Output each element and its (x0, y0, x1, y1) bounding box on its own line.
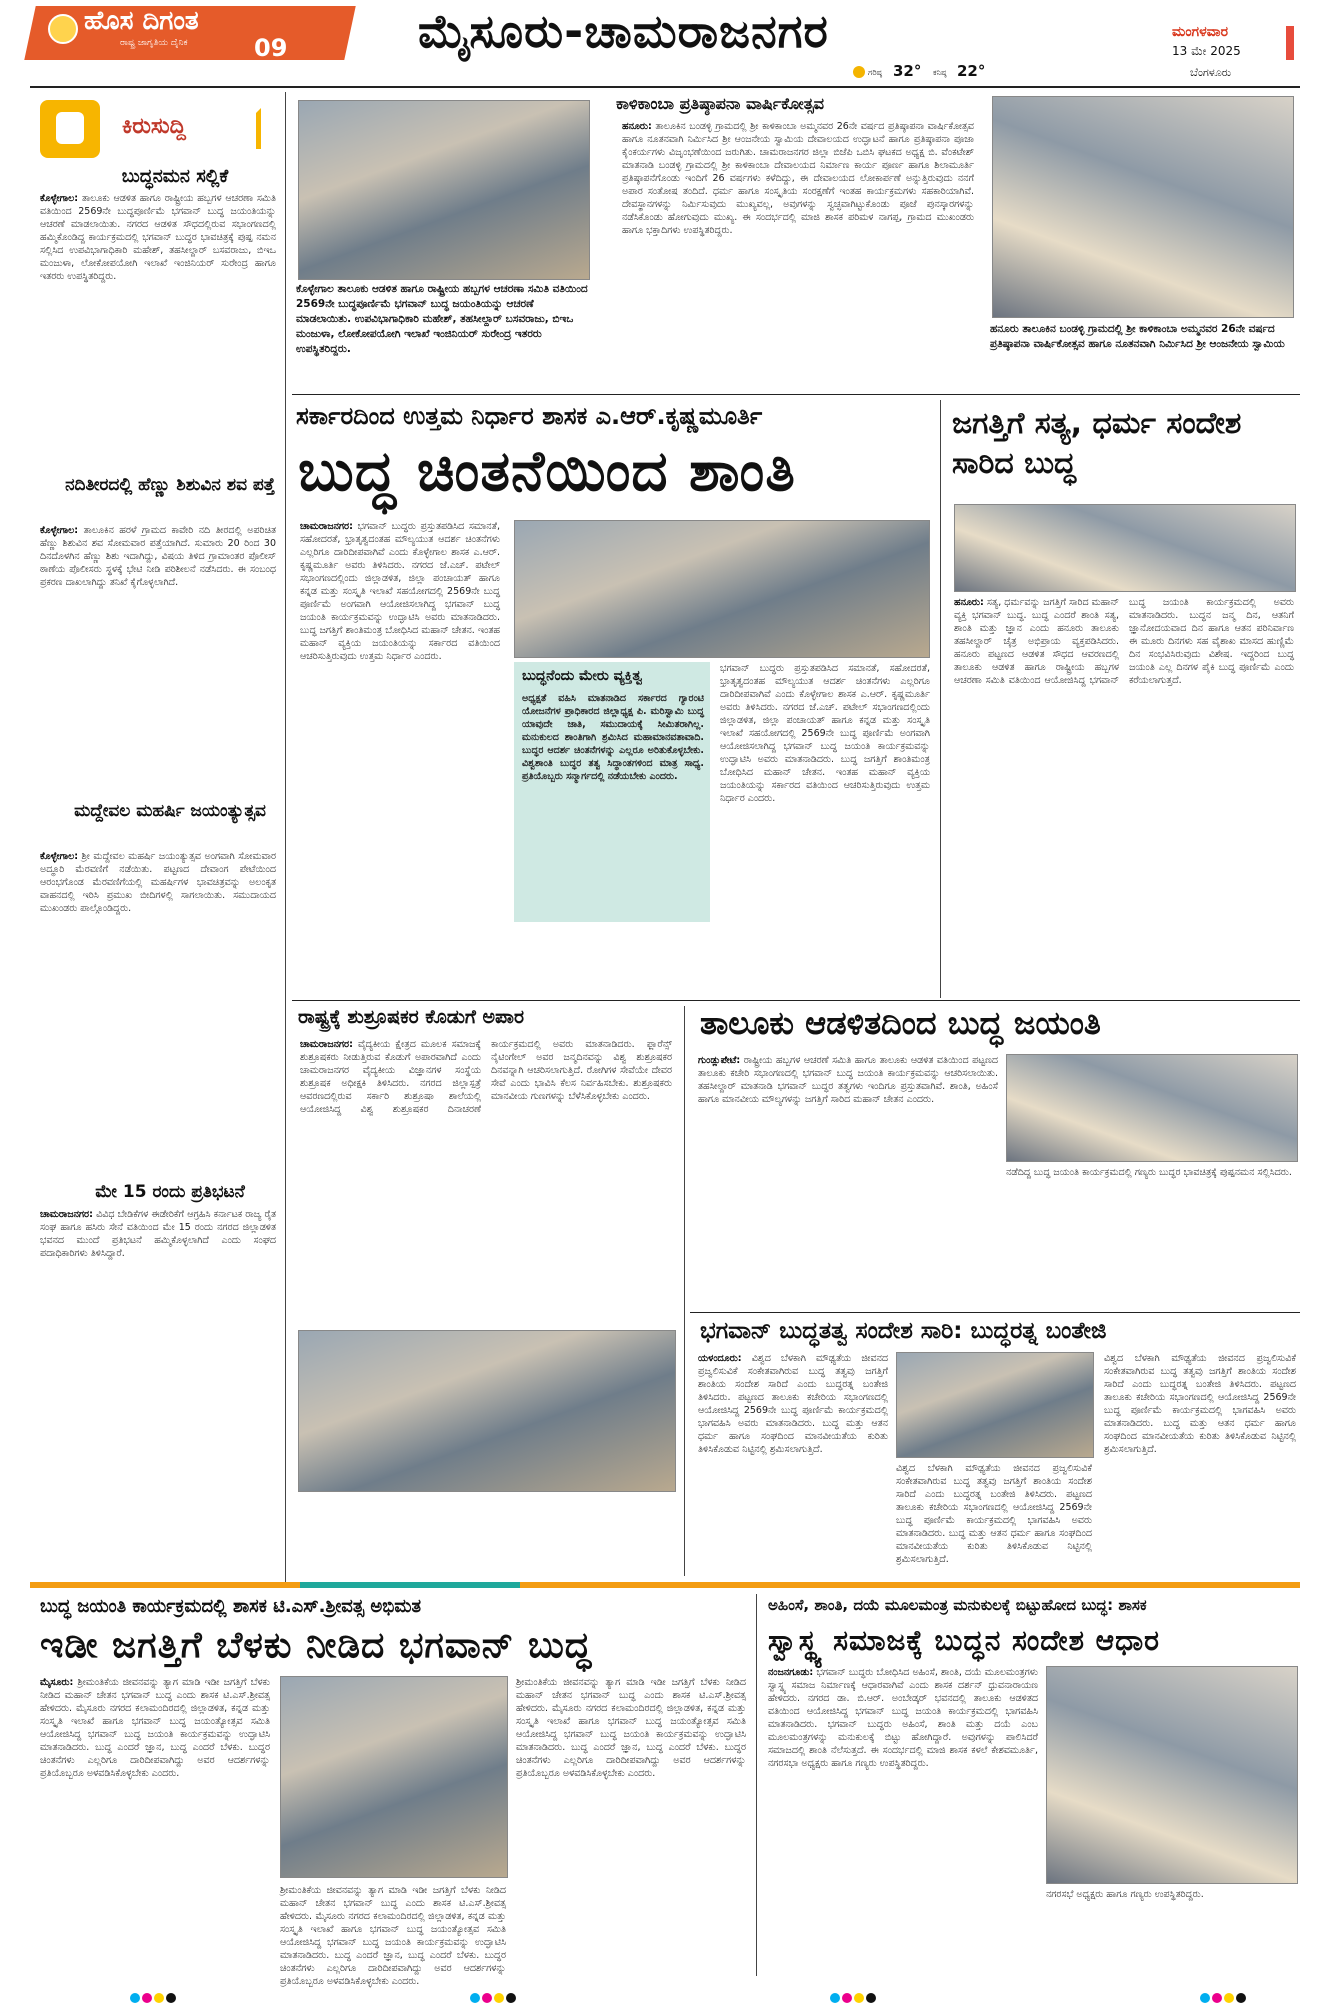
section-label: ಕಿರುಸುದ್ದಿ (122, 114, 186, 139)
yelandur-story-col2 (896, 1462, 1092, 1574)
kiru-body-2: ತಾಲೂಕಿನ ಹರಳೆ ಗ್ರಾಮದ ಕಾವೇರಿ ನದಿ ತೀರದಲ್ಲಿ ಅಪರಿಚಿತ ಹೆಣ್ಣು ಶಿಶುವಿನ ಶವ ಸೋಮವಾರ ಪತ್ತೆಯಾಗಿದೆ. ಸುಮಾರು 20 ರಿಂದ 30 ದಿನದೊಳಗಿನ ಹೆಣ್ಣು ಶಿಶು ಇದಾಗಿದ್ದು, ವಿಷಯ ತಿಳಿದ ಗ್ರಾಮಾಂತರ ಪೊಲೀಸ್ ಠಾಣೆಯ ಪೊಲೀಸರು ಸ್ಥಳಕ್ಕೆ ಭೇಟಿ ನೀಡಿ ಪರಿಶೀಲನೆ ನಡೆಸಿದರು. ಈ ಸಂಬಂಧ ಪ್ರಕರಣ ದಾಖಲಾಗಿದ್ದು ತನಿಖೆ ಕೈಗೊಳ್ಳಲಾಗಿದೆ. (40, 525, 276, 588)
yelandur-headline: ಭಗವಾನ್ ಬುದ್ಧತತ್ವ ಸಂದೇಶ ಸಾರಿ: ಬುದ್ಧರತ್ನ ಬಂತೇಜಿ (700, 1318, 1107, 1344)
nanjangud-event-photo (1046, 1666, 1298, 1884)
nursing-dateline: ಚಾಮರಾಜನಗರ: (300, 1039, 353, 1050)
kalikamba-headline: ಕಾಳಿಕಾಂಬಾ ಪ್ರತಿಷ್ಠಾಪನಾ ವಾರ್ಷಿಕೋತ್ಸವ (616, 94, 825, 113)
kiru-body-3: ಶ್ರೀ ಮದ್ದೇವಲ ಮಹರ್ಷಿ ಜಯಂತ್ಯುತ್ಸವ ಅಂಗವಾಗಿ ಸೋಮವಾರ ಅದ್ಧೂರಿ ಮೆರವಣಿಗೆ ನಡೆಯಿತು. ಪಟ್ಟಣದ ದೇವಾಂಗ ಪೇಟೆಯಿಂದ ಆರಂಭಗೊಂಡ ಮೆರವಣಿಗೆಯಲ್ಲಿ ಮಹರ್ಷಿಗಳ ಭಾವಚಿತ್ರವನ್ನು ಅಲಂಕೃತ ವಾಹನದಲ್ಲಿ ಇರಿಸಿ ಪ್ರಮುಖ ಬೀದಿಗಳಲ್ಲಿ ಸಾಗಲಾಯಿತು. ಸಮುದಾಯದ ಮುಖಂಡರು ಪಾಲ್ಗೊಂಡಿದ್ದರು. (40, 851, 276, 914)
yelandur-dateline: ಯಳಂದೂರು: (698, 1353, 742, 1364)
yelandur-story-col3 (1104, 1352, 1296, 1574)
kiru-story-1 (40, 192, 276, 464)
masthead-day: ಮಂಗಳವಾರ (1172, 24, 1229, 40)
kiru-dateline-1: ಕೊಳ್ಳೇಗಾಲ: (40, 193, 79, 204)
lead-headline: ಬುದ್ಧ ಚಿಂತನೆಯಿಂದ ಶಾಂತಿ (298, 438, 796, 504)
nursing-story (300, 1038, 672, 1322)
lead-body: ಭಗವಾನ್ ಬುದ್ಧರು ಪ್ರಸ್ತುತಪಡಿಸಿದ ಸಮಾನತೆ, ಸಹೋದರತೆ, ಭ್ರಾತೃತ್ವದಂತಹ ಮೌಲ್ಯಯುತ ಆದರ್ಶ ಚಿಂತನೆಗಳು ಎಲ್ಲರಿಗೂ ದಾರಿದೀಪವಾಗಿವೆ ಎಂದು ಕೊಳ್ಳೇಗಾಲ ಶಾಸಕ ಎ.ಆರ್. ಕೃಷ್ಣಮೂರ್ತಿ ಅವರು ತಿಳಿಸಿದರು. ನಗರದ ಜೆ.ಎಚ್. ಪಟೇಲ್ ಸಭಾಂಗಣದಲ್ಲಿಂದು ಜಿಲ್ಲಾಡಳಿತ, ಜಿಲ್ಲಾ ಪಂಚಾಯತ್ ಹಾಗೂ ಕನ್ನಡ ಮತ್ತು ಸಂಸ್ಕೃತಿ ಇಲಾಖೆ ಸಹಯೋಗದಲ್ಲಿ 2569ನೇ ಬುದ್ಧ ಪೂರ್ಣಿಮೆ ಅಂಗವಾಗಿ ಆಯೋಜಿಸಲಾಗಿದ್ದ ಭಗವಾನ್ ಬುದ್ಧ ಜಯಂತಿ ಕಾರ್ಯಕ್ರಮವನ್ನು ಉದ್ಘಾಟಿಸಿ ಅವರು ಮಾತನಾಡಿದರು. ಬುದ್ಧ ಜಗತ್ತಿಗೆ ಶಾಂತಿಮಂತ್ರ ಬೋಧಿಸಿದ ಮಹಾನ್ ಚೇತನ. ಇಂತಹ ಮಹಾನ್ ವ್ಯಕ್ತಿಯ ಜಯಂತಿಯನ್ನು ಸರ್ಕಾರದ ವತಿಯಿಂದ ಆಚರಿಸುತ್ತಿರುವುದು ಉತ್ತಮ ನಿರ್ಧಾರ ಎಂದರು. (300, 521, 500, 662)
date-accent-bar (1286, 26, 1294, 60)
brand-logo-icon (48, 14, 78, 44)
masthead (0, 0, 1339, 80)
kiru-story-2 (40, 524, 276, 786)
kiru-body-4: ವಿವಿಧ ಬೇಡಿಕೆಗಳ ಈಡೇರಿಕೆಗೆ ಆಗ್ರಹಿಸಿ ಕರ್ನಾಟಕ ರಾಜ್ಯ ರೈತ ಸಂಘ ಹಾಗೂ ಹಸಿರು ಸೇನೆ ವತಿಯಿಂದ ಮೇ 15 ರಂದು ನಗರದ ಜಿಲ್ಲಾಡಳಿತ ಭವನದ ಮುಂದೆ ಪ್ರತಿಭಟನೆ ಹಮ್ಮಿಕೊಳ್ಳಲಾಗಿದೆ ಎಂದು ಸಂಘದ ಪದಾಧಿಕಾರಿಗಳು ತಿಳಿಸಿದ್ದಾರೆ. (40, 1209, 276, 1259)
kiru-headline-2: ನದಿತೀರದಲ್ಲಿ ಹೆಣ್ಣು ಶಿಶುವಿನ ಶವ ಪತ್ತೆ (65, 475, 275, 495)
brand-tagline: ರಾಷ್ಟ್ರ ಜಾಗೃತಿಯ ದೈನಿಕ (120, 38, 188, 48)
gundlupet-headline: ತಾಲೂಕು ಆಡಳಿತದಿಂದ ಬುದ್ಧ ಜಯಂತಿ (700, 1004, 1101, 1042)
yelandur-body-3: ವಿಶ್ವದ ಬೆಳಕಾಗಿ ಮೌಢ್ಯತೆಯ ಜೀವನದ ಪ್ರಜ್ವಲಿಸುವಿಕೆ ಸಂಕೇತವಾಗಿರುವ ಬುದ್ಧ ತತ್ವವು ಜಗತ್ತಿಗೆ ಶಾಂತಿಯ ಸಂದೇಶ ಸಾರಿದೆ ಎಂದು ಬುದ್ಧರತ್ನ ಬಂತೇಜಿ ತಿಳಿಸಿದರು. ಪಟ್ಟಣದ ತಾಲೂಕು ಕಚೇರಿಯ ಸಭಾಂಗಣದಲ್ಲಿ ಆಯೋಜಿಸಿದ್ದ 2569ನೇ ಬುದ್ಧ ಪೂರ್ಣಿಮೆ ಕಾರ್ಯಕ್ರಮದಲ್ಲಿ ಭಾಗವಹಿಸಿ ಅವರು ಮಾತನಾಡಿದರು. ಬುದ್ಧ ಮತ್ತು ಆತನ ಧರ್ಮ ಹಾಗೂ ಸಂಘದಿಂದ ಮಾನವೀಯತೆಯ ಕುರಿತು ತಿಳಿಸಿಕೊಡುವ ನಿಟ್ಟಿನಲ್ಲಿ ಶ್ರಮಿಸಲಾಗುತ್ತಿದೆ. (1104, 1353, 1296, 1455)
yelandur-story (698, 1352, 888, 1574)
bottom-accent-teal (300, 1582, 520, 1588)
bandalli-temple-photo (992, 96, 1294, 318)
left-column-divider (285, 92, 286, 1582)
yelandur-rule (690, 1312, 1300, 1313)
kiru-headline-1: ಬುದ್ಧನಮನ ಸಲ್ಲಿಕೆ (121, 166, 229, 187)
kalikamba-dateline: ಹನೂರು: (622, 121, 652, 132)
weather-min-label: ಕನಿಷ್ಠ (933, 68, 947, 77)
mysuru-event-photo (280, 1676, 508, 1878)
kalikamba-body: ತಾಲೂಕಿನ ಬಂಡಳ್ಳಿ ಗ್ರಾಮದಲ್ಲಿ ಶ್ರೀ ಕಾಳಿಕಾಂಬಾ ಅಮ್ಮನವರ 26ನೇ ವರ್ಷದ ಪ್ರತಿಷ್ಠಾಪನಾ ವಾರ್ಷಿಕೋತ್ಸವ ಹಾಗೂ ನೂತನವಾಗಿ ನಿರ್ಮಿಸಿದ ಶ್ರೀ ಆಂಜನೇಯ ಸ್ವಾಮಿಯ ದೇವಾಲಯದ ಉದ್ಘಾಟನೆ ಹಾಗೂ ಪ್ರತಿಷ್ಠಾಪನಾ ಪೂಜಾ ಕೈಂಕರ್ಯಗಳು ವಿಜೃಂಭಣೆಯಿಂದ ಜರುಗಿತು. ಚಾಮರಾಜನಗರ ಜಿಲ್ಲಾ ಬಿಜೆಪಿ ಒಬಿಸಿ ಘಟಕದ ಅಧ್ಯಕ್ಷ ಬಿ. ವೆಂಕಟೇಶ್ ಮಾತನಾಡಿ ಬಂಡಳ್ಳಿ ಗ್ರಾಮದಲ್ಲಿ ಶ್ರೀ ಕಾಳಿಕಾಂಬಾ ದೇವಾಲಯದ ನಿರ್ಮಾಣ ಕಾರ್ಯ ಪೂರ್ಣ ಹಾಗೂ ಶಿಲಾಮೂರ್ತಿ ಪ್ರತಿಷ್ಠಾಪನೆಗೊಂಡು ಇಂದಿಗೆ 26 ವರ್ಷಗಳು ಕಳೆದಿದ್ದು, ಈ ದೇವಾಲಯದ ಲೋಕಾರ್ಪಣೆ ಅನ್ನುತ್ತಿರುವುದು ನನಗೆ ಅಪಾರ ಸಂತೋಷ ತಂದಿದೆ. ಧರ್ಮ ಹಾಗೂ ಸಂಸ್ಕೃತಿಯ ಸಂರಕ್ಷಣೆಗೆ ಇಂತಹ ಕಾರ್ಯಕ್ರಮಗಳು ಸಹಕಾರಿಯಾಗಿವೆ. ದೇವಸ್ಥಾನಗಳನ್ನು ನಿರ್ಮಿಸುವುದು ಮುಖ್ಯವಲ್ಲ, ಅವುಗಳನ್ನು ಸ್ವಚ್ಛವಾಗಿಟ್ಟುಕೊಂಡು ಪೂಜೆ ಪುನಸ್ಕಾರಗಳನ್ನು ನಡೆಸಿಕೊಂಡು ಹೋಗುವುದು ಮುಖ್ಯ. ಈ ಸಂದರ್ಭದಲ್ಲಿ ಮಾಜಿ ಶಾಸಕ ಪರಿಮಳ ನಾಗಪ್ಪ, ಗ್ರಾಮದ ಮುಖಂಡರು ಹಾಗೂ ಭಕ್ತಾದಿಗಳು ಉಪಸ್ಥಿತರಿದ್ದರು. (622, 121, 974, 236)
bottom-left-body-2: ಶ್ರೀಮಂತಿಕೆಯ ಜೀವನವನ್ನು ತ್ಯಾಗ ಮಾಡಿ ಇಡೀ ಜಗತ್ತಿಗೆ ಬೆಳಕು ನೀಡಿದ ಮಹಾನ್ ಚೇತನ ಭಗವಾನ್ ಬುದ್ಧ ಎಂದು ಶಾಸಕ ಟಿ.ಎಸ್.ಶ್ರೀವತ್ಸ ಹೇಳಿದರು. ಮೈಸೂರು ನಗರದ ಕಲಾಮಂದಿರದಲ್ಲಿ ಜಿಲ್ಲಾಡಳಿತ, ಕನ್ನಡ ಮತ್ತು ಸಂಸ್ಕೃತಿ ಇಲಾಖೆ ಹಾಗೂ ಭಗವಾನ್ ಬುದ್ಧ ಜಯಂತ್ಯೋತ್ಸವ ಸಮಿತಿ ಆಯೋಜಿಸಿದ್ದ ಭಗವಾನ್ ಬುದ್ಧ ಜಯಂತಿ ಕಾರ್ಯಕ್ರಮವನ್ನು ಉದ್ಘಾಟಿಸಿ ಮಾತನಾಡಿದರು. ಬುದ್ಧ ಎಂದರೆ ಜ್ಞಾನ, ಬುದ್ಧ ಎಂದರೆ ಬೆಳಕು. ಬುದ್ಧರ ಚಿಂತನೆಗಳು ಎಲ್ಲರಿಗೂ ದಾರಿದೀಪವಾಗಿದ್ದು ಅವರ ಆದರ್ಶಗಳನ್ನು ಪ್ರತಿಯೊಬ್ಬರೂ ಅಳವಡಿಸಿಕೊಳ್ಳಬೇಕು ಎಂದರು. (280, 1885, 506, 1987)
page-number: 09 (254, 34, 288, 62)
lead-story-col1 (300, 520, 500, 990)
registration-marks (470, 1988, 518, 2007)
registration-marks (1200, 1988, 1248, 2007)
gundlupet-event-photo (1006, 1054, 1298, 1162)
bottom-left-headline: ಇಡೀ ಜಗತ್ತಿಗೆ ಬೆಳಕು ನೀಡಿದ ಭಗವಾನ್ ಬುದ್ಧ (40, 1624, 592, 1666)
kiru-story-4 (40, 1208, 276, 1508)
masthead-rule (30, 86, 1300, 88)
bottom-left-dateline: ಮೈಸೂರು: (40, 1677, 74, 1688)
kiru-dateline-4: ಚಾಮರಾಜನಗರ: (40, 1209, 93, 1220)
yelandur-body-2: ವಿಶ್ವದ ಬೆಳಕಾಗಿ ಮೌಢ್ಯತೆಯ ಜೀವನದ ಪ್ರಜ್ವಲಿಸುವಿಕೆ ಸಂಕೇತವಾಗಿರುವ ಬುದ್ಧ ತತ್ವವು ಜಗತ್ತಿಗೆ ಶಾಂತಿಯ ಸಂದೇಶ ಸಾರಿದೆ ಎಂದು ಬುದ್ಧರತ್ನ ಬಂತೇಜಿ ತಿಳಿಸಿದರು. ಪಟ್ಟಣದ ತಾಲೂಕು ಕಚೇರಿಯ ಸಭಾಂಗಣದಲ್ಲಿ ಆಯೋಜಿಸಿದ್ದ 2569ನೇ ಬುದ್ಧ ಪೂರ್ಣಿಮೆ ಕಾರ್ಯಕ್ರಮದಲ್ಲಿ ಭಾಗವಹಿಸಿ ಅವರು ಮಾತನಾಡಿದರು. ಬುದ್ಧ ಮತ್ತು ಆತನ ಧರ್ಮ ಹಾಗೂ ಸಂಘದಿಂದ ಮಾನವೀಯತೆಯ ಕುರಿತು ತಿಳಿಸಿಕೊಡುವ ನಿಟ್ಟಿನಲ್ಲಿ ಶ್ರಮಿಸಲಾಗುತ್ತಿದೆ. (896, 1463, 1092, 1565)
bottom-left-story (40, 1676, 270, 1976)
nursing-school-photo (298, 1330, 676, 1492)
pullquote-text: ಅಧ್ಯಕ್ಷತೆ ವಹಿಸಿ ಮಾತನಾಡಿದ ಸರ್ಕಾರದ ಗ್ಯಾರಂಟಿ ಯೋಜನೆಗಳ ಪ್ರಾಧಿಕಾರದ ಜಿಲ್ಲಾಧ್ಯಕ್ಷ ಪಿ. ಮರಿಸ್ವಾಮಿ ಬುದ್ಧ ಯಾವುದೇ ಜಾತಿ, ಸಮುದಾಯಕ್ಕೆ ಸೀಮಿತರಾಗಿಲ್ಲ. ಮನುಕುಲದ ಶಾಂತಿಗಾಗಿ ಶ್ರಮಿಸಿದ ಮಹಾಮಾನವತಾವಾದಿ. ಬುದ್ಧರ ಆದರ್ಶ ಚಿಂತನೆಗಳನ್ನು ಎಲ್ಲರೂ ಅರಿತುಕೊಳ್ಳಬೇಕು. ವಿಶ್ವಶಾಂತಿ ಬುದ್ಧರ ತತ್ವ ಸಿದ್ಧಾಂತಗಳಿಂದ ಮಾತ್ರ ಸಾಧ್ಯ. ಪ್ರತಿಯೊಬ್ಬರು ಸನ್ಮಾರ್ಗದಲ್ಲಿ ನಡೆಯಬೇಕು ಎಂದರು. (522, 693, 704, 782)
top-row-rule (292, 394, 1300, 395)
bottom-right-story (768, 1666, 1038, 1976)
lead-kicker: ಸರ್ಕಾರದಿಂದ ಉತ್ತಮ ನಿರ್ಧಾರ ಶಾಸಕ ಎ.ಆರ್.ಕೃಷ್ಣಮೂರ್ತಿ (296, 402, 763, 430)
bottom-left-body-3: ಶ್ರೀಮಂತಿಕೆಯ ಜೀವನವನ್ನು ತ್ಯಾಗ ಮಾಡಿ ಇಡೀ ಜಗತ್ತಿಗೆ ಬೆಳಕು ನೀಡಿದ ಮಹಾನ್ ಚೇತನ ಭಗವಾನ್ ಬುದ್ಧ ಎಂದು ಶಾಸಕ ಟಿ.ಎಸ್.ಶ್ರೀವತ್ಸ ಹೇಳಿದರು. ಮೈಸೂರು ನಗರದ ಕಲಾಮಂದಿರದಲ್ಲಿ ಜಿಲ್ಲಾಡಳಿತ, ಕನ್ನಡ ಮತ್ತು ಸಂಸ್ಕೃತಿ ಇಲಾಖೆ ಹಾಗೂ ಭಗವಾನ್ ಬುದ್ಧ ಜಯಂತ್ಯೋತ್ಸವ ಸಮಿತಿ ಆಯೋಜಿಸಿದ್ದ ಭಗವಾನ್ ಬುದ್ಧ ಜಯಂತಿ ಕಾರ್ಯಕ್ರಮವನ್ನು ಉದ್ಘಾಟಿಸಿ ಮಾತನಾಡಿದರು. ಬುದ್ಧ ಎಂದರೆ ಜ್ಞಾನ, ಬುದ್ಧ ಎಂದರೆ ಬೆಳಕು. ಬುದ್ಧರ ಚಿಂತನೆಗಳು ಎಲ್ಲರಿಗೂ ದಾರಿದೀಪವಾಗಿದ್ದು ಅವರ ಆದರ್ಶಗಳನ್ನು ಪ್ರತಿಯೊಬ್ಬರೂ ಅಳವಡಿಸಿಕೊಳ್ಳಬೇಕು ಎಂದರು. (516, 1677, 746, 1779)
bottom-divider (756, 1594, 757, 1976)
middle-rule (292, 1000, 1300, 1001)
masthead-city: ಬೆಂಗಳೂರು (1190, 66, 1232, 79)
gundlupet-story (698, 1054, 998, 1174)
lead-right-divider (940, 400, 941, 998)
pullquote-headline: ಬುದ್ಧನೆಂದು ಮೇರು ವ್ಯಕ್ತಿತ್ವ (522, 668, 643, 684)
bottom-left-body: ಶ್ರೀಮಂತಿಕೆಯ ಜೀವನವನ್ನು ತ್ಯಾಗ ಮಾಡಿ ಇಡೀ ಜಗತ್ತಿಗೆ ಬೆಳಕು ನೀಡಿದ ಮಹಾನ್ ಚೇತನ ಭಗವಾನ್ ಬುದ್ಧ ಎಂದು ಶಾಸಕ ಟಿ.ಎಸ್.ಶ್ರೀವತ್ಸ ಹೇಳಿದರು. ಮೈಸೂರು ನಗರದ ಕಲಾಮಂದಿರದಲ್ಲಿ ಜಿಲ್ಲಾಡಳಿತ, ಕನ್ನಡ ಮತ್ತು ಸಂಸ್ಕೃತಿ ಇಲಾಖೆ ಹಾಗೂ ಭಗವಾನ್ ಬುದ್ಧ ಜಯಂತ್ಯೋತ್ಸವ ಸಮಿತಿ ಆಯೋಜಿಸಿದ್ದ ಭಗವಾನ್ ಬುದ್ಧ ಜಯಂತಿ ಕಾರ್ಯಕ್ರಮವನ್ನು ಉದ್ಘಾಟಿಸಿ ಮಾತನಾಡಿದರು. ಬುದ್ಧ ಎಂದರೆ ಜ್ಞಾನ, ಬುದ್ಧ ಎಂದರೆ ಬೆಳಕು. ಬುದ್ಧರ ಚಿಂತನೆಗಳು ಎಲ್ಲರಿಗೂ ದಾರಿದೀಪವಾಗಿದ್ದು ಅವರ ಆದರ್ಶಗಳನ್ನು ಪ್ರತಿಯೊಬ್ಬರೂ ಅಳವಡಿಸಿಕೊಳ್ಳಬೇಕು ಎಂದರು. (40, 1677, 270, 1779)
bottom-right-dateline: ನಂಜನಗೂಡು: (768, 1667, 814, 1678)
lead-body-continued: ಭಗವಾನ್ ಬುದ್ಧರು ಪ್ರಸ್ತುತಪಡಿಸಿದ ಸಮಾನತೆ, ಸಹೋದರತೆ, ಭ್ರಾತೃತ್ವದಂತಹ ಮೌಲ್ಯಯುತ ಆದರ್ಶ ಚಿಂತನೆಗಳು ಎಲ್ಲರಿಗೂ ದಾರಿದೀಪವಾಗಿವೆ ಎಂದು ಕೊಳ್ಳೇಗಾಲ ಶಾಸಕ ಎ.ಆರ್. ಕೃಷ್ಣಮೂರ್ತಿ ಅವರು ತಿಳಿಸಿದರು. ನಗರದ ಜೆ.ಎಚ್. ಪಟೇಲ್ ಸಭಾಂಗಣದಲ್ಲಿಂದು ಜಿಲ್ಲಾಡಳಿತ, ಜಿಲ್ಲಾ ಪಂಚಾಯತ್ ಹಾಗೂ ಕನ್ನಡ ಮತ್ತು ಸಂಸ್ಕೃತಿ ಇಲಾಖೆ ಸಹಯೋಗದಲ್ಲಿ 2569ನೇ ಬುದ್ಧ ಪೂರ್ಣಿಮೆ ಅಂಗವಾಗಿ ಆಯೋಜಿಸಲಾಗಿದ್ದ ಭಗವಾನ್ ಬುದ್ಧ ಜಯಂತಿ ಕಾರ್ಯಕ್ರಮವನ್ನು ಉದ್ಘಾಟಿಸಿ ಅವರು ಮಾತನಾಡಿದರು. ಬುದ್ಧ ಜಗತ್ತಿಗೆ ಶಾಂತಿಮಂತ್ರ ಬೋಧಿಸಿದ ಮಹಾನ್ ಚೇತನ. ಇಂತಹ ಮಹಾನ್ ವ್ಯಕ್ತಿಯ ಜಯಂತಿಯನ್ನು ಸರ್ಕಾರದ ವತಿಯಿಂದ ಆಚರಿಸುತ್ತಿರುವುದು ಉತ್ತಮ ನಿರ್ಧಾರ ಎಂದರು. (720, 663, 930, 804)
brand-name: ಹೊಸ ದಿಗಂತ (84, 6, 199, 36)
kiru-story-3 (40, 850, 276, 1170)
bottom-accent-orange (30, 1582, 1300, 1588)
right-dateline: ಹನೂರು: (954, 597, 984, 608)
kiru-dateline-2: ಕೊಳ್ಳೇಗಾಲ: (40, 525, 79, 536)
weather-max: 32° (893, 62, 922, 80)
bandalli-photo-caption: ಹನೂರು ತಾಲೂಕಿನ ಬಂಡಳ್ಳಿ ಗ್ರಾಮದಲ್ಲಿ ಶ್ರೀ ಕಾಳಿಕಾಂಬಾ ಅಮ್ಮನವರ 26ನೇ ವರ್ಷದ ಪ್ರತಿಷ್ಠಾಪನಾ ವಾರ್ಷಿಕೋತ್ಸವ ಹಾಗೂ ನೂತನವಾಗಿ ನಿರ್ಮಿಸಿದ ಶ್ರೀ ಆಂಜನೇಯ ಸ್ವಾಮಿಯ (990, 322, 1294, 388)
bottom-right-headline: ಸ್ವಾಸ್ಥ್ಯ ಸಮಾಜಕ್ಕೆ ಬುದ್ಧನ ಸಂದೇಶ ಆಧಾರ (768, 1624, 1160, 1657)
weather-min: 22° (957, 62, 986, 80)
lead-story-col3 (720, 662, 930, 992)
kollegal-photo-caption: ಕೊಳ್ಳೇಗಾಲ ತಾಲೂಕು ಆಡಳಿತ ಹಾಗೂ ರಾಷ್ಟ್ರೀಯ ಹಬ್ಬಗಳ ಆಚರಣಾ ಸಮಿತಿ ವತಿಯಿಂದ 2569ನೇ ಬುದ್ಧಪೂರ್ಣಿಮೆ ಭಗವಾನ್ ಬುದ್ಧ ಜಯಂತಿಯನ್ನು ಆಚರಣೆ ಮಾಡಲಾಯಿತು. ಉಪವಿಭಾಗಾಧಿಕಾರಿ ಮಹೇಶ್, ತಹಸೀಲ್ದಾರ್ ಬಸವರಾಜು, ಬಿಇಒ ಮಂಜುಳಾ, ಲೋಕೋಪಯೋಗಿ ಇಲಾಖೆ ಇಂಜಿನಿಯರ್ ಸುರೇಂದ್ರ ಇತರರು ಉಪಸ್ಥಿತರಿದ್ದರು. (296, 282, 590, 388)
nursing-body: ವೈದ್ಯಕೀಯ ಕ್ಷೇತ್ರದ ಮೂಲಕ ಸಮಾಜಕ್ಕೆ ಶುಶ್ರೂಷಕರು ನೀಡುತ್ತಿರುವ ಕೊಡುಗೆ ಅಪಾರವಾಗಿದೆ ಎಂದು ಚಾಮರಾಜನಗರ ವೈದ್ಯಕೀಯ ವಿಜ್ಞಾನಗಳ ಸಂಸ್ಥೆಯ ಶುಶ್ರೂಷಕ ಅಧೀಕ್ಷಕಿ ತಿಳಿಸಿದರು. ನಗರದ ಜಿಲ್ಲಾಸ್ಪತ್ರೆ ಆವರಣದಲ್ಲಿರುವ ಸರ್ಕಾರಿ ಶುಶ್ರೂಷಾ ಶಾಲೆಯಲ್ಲಿ ಆಯೋಜಿಸಿದ್ದ ವಿಶ್ವ ಶುಶ್ರೂಷಕರ ದಿನಾಚರಣೆ ಕಾರ್ಯಕ್ರಮದಲ್ಲಿ ಅವರು ಮಾತನಾಡಿದರು. ಫ್ಲಾರೆನ್ಸ್ ನೈಟಿಂಗೇಲ್ ಅವರ ಜನ್ಮದಿನವನ್ನು ವಿಶ್ವ ಶುಶ್ರೂಷಕರ ದಿನವನ್ನಾಗಿ ಆಚರಿಸಲಾಗುತ್ತಿದೆ. ರೋಗಿಗಳ ಸೇವೆಯೇ ದೇವರ ಸೇವೆ ಎಂದು ಭಾವಿಸಿ ಕೆಲಸ ನಿರ್ವಹಿಸಬೇಕು. ಶುಶ್ರೂಷಕರು ಮಾನವೀಯ ಗುಣಗಳನ್ನು ಬೆಳೆಸಿಕೊಳ್ಳಬೇಕು ಎಂದರು. (300, 1039, 672, 1115)
section-chevrons-icon (226, 108, 261, 149)
right-body: ಸತ್ಯ, ಧರ್ಮವನ್ನು ಜಗತ್ತಿಗೆ ಸಾರಿದ ಮಹಾನ್ ವ್ಯಕ್ತಿ ಭಗವಾನ್ ಬುದ್ಧ. ಬುದ್ಧ ಎಂದರೆ ಶಾಂತಿ ಸತ್ಯ, ಶಾಂತಿ ಮತ್ತು ಜ್ಞಾನ ಎಂದು ಹನೂರು ತಾಲೂಕು ತಹಸೀಲ್ದಾರ್ ಚೈತ್ರ ಅಭಿಪ್ರಾಯ ವ್ಯಕ್ತಪಡಿಸಿದರು. ಹನೂರು ಪಟ್ಟಣದ ಆಡಳಿತ ಸೌಧದ ಆವರಣದಲ್ಲಿ ತಾಲೂಕು ಆಡಳಿತ ಹಾಗೂ ರಾಷ್ಟ್ರೀಯ ಹಬ್ಬಗಳ ಆಚರಣಾ ಸಮಿತಿ ವತಿಯಿಂದ ಆಯೋಜಿಸಿದ್ದ ಭಗವಾನ್ ಬುದ್ಧ ಜಯಂತಿ ಕಾರ್ಯಕ್ರಮದಲ್ಲಿ ಅವರು ಮಾತನಾಡಿದರು. ಬುದ್ಧನ ಜನ್ಮ ದಿನ, ಆತನಿಗೆ ಜ್ಞಾನೋದಯವಾದ ದಿನ ಹಾಗೂ ಆತನ ಪರಿನಿರ್ವಾಣ ಈ ಮೂರು ದಿನಗಳು ಸಹ ವೈಶಾಖ ಮಾಸದ ಹುಣ್ಣಿಮೆ ದಿನ ಸಂಭವಿಸಿರುವುದು ವಿಶೇಷ. ಇದ್ದರಿಂದ ಬುದ್ಧ ಜಯಂತಿ ಎಲ್ಲ ದಿನಗಳ ಪೈಕಿ ಬುದ್ಧ ಪೂರ್ಣಿಮೆ ಎಂದು ಕರೆಯಲಾಗುತ್ತದೆ. (954, 597, 1294, 686)
masthead-date: 13 ಮೇ 2025 (1172, 44, 1241, 58)
edition-title: ಮೈಸೂರು-ಚಾಮರಾಜನಗರ (418, 4, 829, 58)
kiru-headline-3: ಮದ್ದೇವಲ ಮಹರ್ಷಿ ಜಯಂತ್ಯುತ್ಸವ (74, 801, 266, 821)
nursing-headline: ರಾಷ್ಟ್ರಕ್ಕೆ ಶುಶ್ರೂಷಕರ ಕೊಡುಗೆ ಅಪಾರ (298, 1006, 524, 1028)
bottom-right-caption: ನಗರಸಭೆ ಅಧ್ಯಕ್ಷರು ಹಾಗೂ ಗಣ್ಯರು ಉಪಸ್ಥಿತರಿದ್ದರು. (1046, 1889, 1204, 1900)
kiru-headline-4: ಮೇ 15 ರಂದು ಪ್ರತಿಭಟನೆ (95, 1182, 245, 1202)
lead-event-photo (514, 520, 930, 658)
gundlupet-body: ರಾಷ್ಟ್ರೀಯ ಹಬ್ಬಗಳ ಆಚರಣೆ ಸಮಿತಿ ಹಾಗೂ ತಾಲೂಕು ಆಡಳಿತ ವತಿಯಿಂದ ಪಟ್ಟಣದ ತಾಲೂಕು ಕಚೇರಿ ಸಭಾಂಗಣದಲ್ಲಿ ಭಗವಾನ್ ಬುದ್ಧ ಜಯಂತಿ ಕಾರ್ಯಕ್ರಮವನ್ನು ಆಚರಿಸಲಾಯಿತು. ತಹಸೀಲ್ದಾರ್ ಮಾತನಾಡಿ ಭಗವಾನ್ ಬುದ್ಧರ ತತ್ವಗಳು ಇಂದಿಗೂ ಪ್ರಸ್ತುತವಾಗಿವೆ. ಶಾಂತಿ, ಅಹಿಂಸೆ ಹಾಗೂ ಮಾನವೀಯ ಮೌಲ್ಯಗಳನ್ನು ಜಗತ್ತಿಗೆ ಸಾರಿದ ಮಹಾನ್ ಚೇತನ ಎಂದರು. (698, 1055, 998, 1105)
gundlupet-caption: ನಡೆದಿದ್ದ ಬುದ್ಧ ಜಯಂತಿ ಕಾರ್ಯಕ್ರಮದಲ್ಲಿ ಗಣ್ಯರು ಬುದ್ಧರ ಭಾವಚಿತ್ರಕ್ಕೆ ಪುಷ್ಪನಮನ ಸಲ್ಲಿಸಿದರು. (1006, 1167, 1292, 1178)
sun-icon (853, 66, 865, 78)
bottom-left-kicker: ಬುದ್ಧ ಜಯಂತಿ ಕಾರ್ಯಕ್ರಮದಲ್ಲಿ ಶಾಸಕ ಟಿ.ಎಸ್.ಶ್ರೀವತ್ಸ ಅಭಿಮತ (40, 1596, 422, 1617)
kollegal-event-photo (298, 100, 590, 280)
registration-marks (830, 1988, 878, 2007)
gundlupet-dateline: ಗುಂಡ್ಲುಪೇಟೆ: (698, 1055, 741, 1066)
yelandur-event-photo (896, 1352, 1094, 1458)
bottom-left-story-col3 (516, 1676, 746, 1976)
right-story (954, 596, 1294, 996)
yelandur-body: ವಿಶ್ವದ ಬೆಳಕಾಗಿ ಮೌಢ್ಯತೆಯ ಜೀವನದ ಪ್ರಜ್ವಲಿಸುವಿಕೆ ಸಂಕೇತವಾಗಿರುವ ಬುದ್ಧ ತತ್ವವು ಜಗತ್ತಿಗೆ ಶಾಂತಿಯ ಸಂದೇಶ ಸಾರಿದೆ ಎಂದು ಬುದ್ಧರತ್ನ ಬಂತೇಜಿ ತಿಳಿಸಿದರು. ಪಟ್ಟಣದ ತಾಲೂಕು ಕಚೇರಿಯ ಸಭಾಂಗಣದಲ್ಲಿ ಆಯೋಜಿಸಿದ್ದ 2569ನೇ ಬುದ್ಧ ಪೂರ್ಣಿಮೆ ಕಾರ್ಯಕ್ರಮದಲ್ಲಿ ಭಾಗವಹಿಸಿ ಅವರು ಮಾತನಾಡಿದರು. ಬುದ್ಧ ಮತ್ತು ಆತನ ಧರ್ಮ ಹಾಗೂ ಸಂಘದಿಂದ ಮಾನವೀಯತೆಯ ಕುರಿತು ತಿಳಿಸಿಕೊಡುವ ನಿಟ್ಟಿನಲ್ಲಿ ಶ್ರಮಿಸಲಾಗುತ್ತಿದೆ. (698, 1353, 888, 1455)
bottom-right-body: ಭಗವಾನ್ ಬುದ್ಧರು ಬೋಧಿಸಿದ ಅಹಿಂಸೆ, ಶಾಂತಿ, ದಯೆ ಮೂಲಮಂತ್ರಗಳು ಸ್ವಾಸ್ಥ್ಯ ಸಮಾಜ ನಿರ್ಮಾಣಕ್ಕೆ ಆಧಾರವಾಗಿವೆ ಎಂದು ಶಾಸಕ ದರ್ಶನ್ ಧ್ರುವನಾರಾಯಣ ಹೇಳಿದರು. ನಗರದ ಡಾ. ಬಿ.ಆರ್. ಅಂಬೇಡ್ಕರ್ ಭವನದಲ್ಲಿ ತಾಲೂಕು ಆಡಳಿತದ ವತಿಯಿಂದ ಆಯೋಜಿಸಿದ್ದ ಭಗವಾನ್ ಬುದ್ಧ ಜಯಂತಿ ಕಾರ್ಯಕ್ರಮದಲ್ಲಿ ಭಾಗವಹಿಸಿ ಮಾತನಾಡಿದರು. ಭಗವಾನ್ ಬುದ್ಧರು ಅಹಿಂಸೆ, ಶಾಂತಿ ಮತ್ತು ದಯೆ ಎಂಬ ಮೂಲಮಂತ್ರಗಳನ್ನು ಮನುಕುಲಕ್ಕೆ ಬಿಟ್ಟು ಹೋಗಿದ್ದಾರೆ. ಅವುಗಳನ್ನು ಪಾಲಿಸಿದರೆ ಸಮಾಜದಲ್ಲಿ ಶಾಂತಿ ನೆಲೆಸುತ್ತದೆ. ಈ ಸಂದರ್ಭದಲ್ಲಿ ಮಾಜಿ ಶಾಸಕ ಕಳಲೆ ಕೇಶವಮೂರ್ತಿ, ನಗರಸಭಾ ಅಧ್ಯಕ್ಷರು ಹಾಗೂ ಗಣ್ಯರು ಉಪಸ್ಥಿತರಿದ್ದರು. (768, 1667, 1038, 1769)
bottom-left-story-col2 (280, 1884, 506, 1987)
pointing-hand-icon (56, 112, 84, 144)
kalikamba-story (622, 120, 974, 390)
bottom-right-kicker: ಅಹಿಂಸೆ, ಶಾಂತಿ, ದಯೆ ಮೂಲಮಂತ್ರ ಮನುಕುಲಕ್ಕೆ ಬಿಟ್ಟುಹೋದ ಬುದ್ಧ: ಶಾಸಕ (768, 1596, 1147, 1614)
kiru-dateline-3: ಕೊಳ್ಳೇಗಾಲ: (40, 851, 79, 862)
nursing-divider (684, 1006, 685, 1576)
lead-dateline: ಚಾಮರಾಜನಗರ: (300, 521, 353, 532)
kiru-body-1: ತಾಲೂಕು ಆಡಳಿತ ಹಾಗೂ ರಾಷ್ಟ್ರೀಯ ಹಬ್ಬಗಳ ಆಚರಣಾ ಸಮಿತಿ ವತಿಯಿಂದ 2569ನೇ ಬುದ್ಧಪೂರ್ಣಿಮೆ ಭಗವಾನ್ ಬುದ್ಧ ಜಯಂತಿಯನ್ನು ಆಚರಣೆ ಮಾಡಲಾಯಿತು. ನಗರದ ಆಡಳಿತ ಸೌಧದಲ್ಲಿರುವ ಸಭಾಂಗಣದಲ್ಲಿ ಹಮ್ಮಿಕೊಂಡಿದ್ದ ಕಾರ್ಯಕ್ರಮದಲ್ಲಿ ಭಗವಾನ್ ಬುದ್ಧರ ಭಾವಚಿತ್ರಕ್ಕೆ ಪುಷ್ಪ ನಮನ ಸಲ್ಲಿಸಿದ ಉಪವಿಭಾಗಾಧಿಕಾರಿ ಮಹೇಶ್, ತಹಸೀಲ್ದಾರ್ ಬಸವರಾಜು, ಬಿಇಒ ಮಂಜುಳಾ, ಲೋಕೋಪಯೋಗಿ ಇಲಾಖೆ ಇಂಜಿನಿಯರ್ ಸುರೇಂದ್ರ ಹಾಗೂ ಇತರರು ಉಪಸ್ಥಿತರಿದ್ದರು. (40, 193, 276, 282)
registration-marks (130, 1988, 178, 2007)
weather-max-label: ಗರಿಷ್ಠ (868, 68, 882, 77)
right-headline: ಜಗತ್ತಿಗೆ ಸತ್ಯ, ಧರ್ಮ ಸಂದೇಶ ಸಾರಿದ ಬುದ್ಧ (952, 406, 1242, 481)
hanur-procession-photo (954, 504, 1296, 592)
